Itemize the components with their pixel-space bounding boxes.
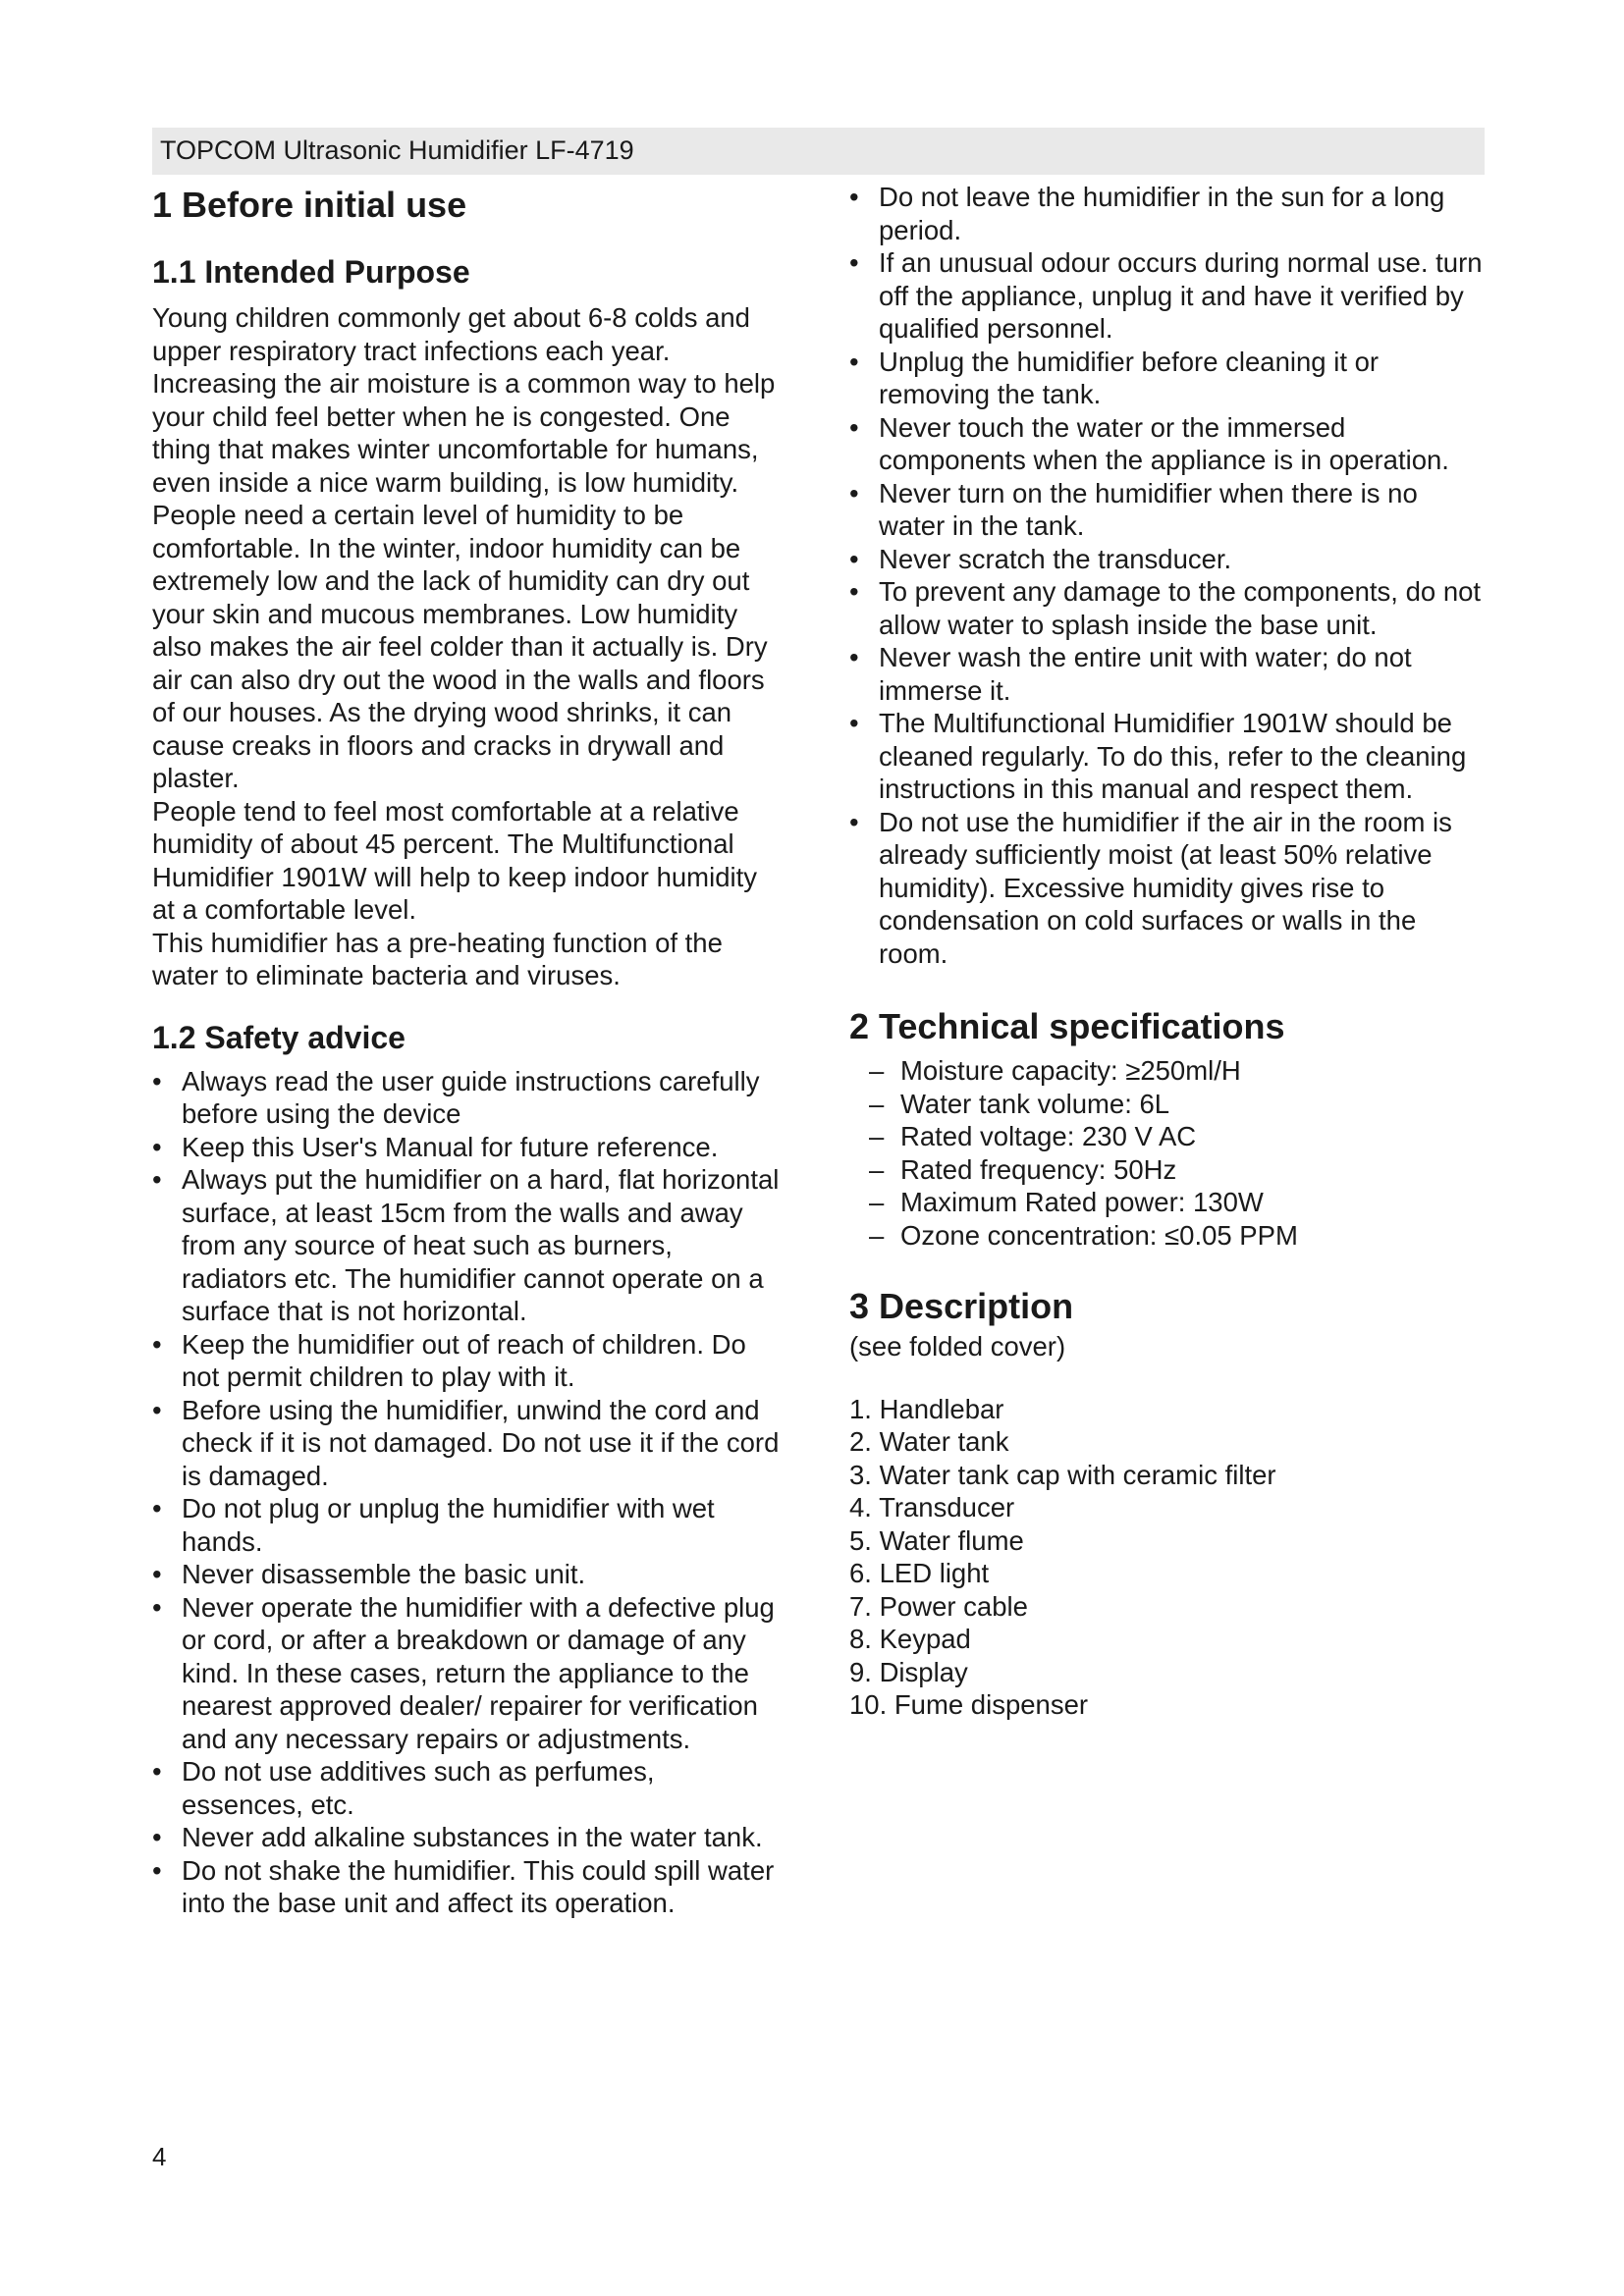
list-item: • Always read the user guide instructions carefully before using the device [152,1065,760,1129]
list-item: – Moisture capacity: ≥250ml/H [869,1055,1241,1086]
intended-purpose-paragraph: This humidifier has a pre-heating function of the water to eliminate bacteria and viruses. [152,927,723,990]
dash-icon: – [869,1121,885,1151]
list-item: 2. Water tank [849,1426,1009,1457]
list-item: • Never touch the water or the immersed components when the appliance is in operation. [849,411,1449,475]
dash-icon: – [869,1187,885,1217]
list-item: 7. Power cable [849,1590,1028,1622]
list-item: • Do not plug or unplug the humidifier with wet hands. [152,1493,715,1557]
list-item: • Keep the humidifier out of reach of children. Do not permit children to play with it. [152,1328,746,1392]
list-item: 6. LED light [849,1558,990,1588]
description-parts-list [849,1393,1488,1722]
technical-specifications-list [849,1054,1488,1252]
list-item: • Never scratch the transducer. [849,543,1232,574]
intended-purpose-paragraph: People tend to feel most comfortable at a relative humidity of about 45 percent. The Multifunctional Humidifier 1901W will help to keep indoor humidity at a comfortable level. [152,795,757,925]
list-item: • Never wash the entire unit with water; do not immerse it. [849,642,1412,706]
list-item: – Rated voltage: 230 V AC [869,1121,1197,1151]
list-item: • Always put the humidifier on a hard, flat horizontal surface, at least 15cm from the walls and away from any source of heat such as burners, radiators etc. The humidifier cannot operate on a surface that is not horizontal. [152,1164,780,1326]
bullet-icon: • [152,1394,162,1425]
bullet-icon: • [152,1756,162,1787]
section-3-heading: 3 Description [849,1286,1074,1326]
list-item: • Do not leave the humidifier in the sun for a long period. [849,182,1445,245]
bullet-icon: • [152,1328,162,1360]
bullet-icon: • [849,477,859,508]
bullet-icon: • [152,1591,162,1623]
section-2-heading: 2 Technical specifications [849,1006,1285,1046]
list-item: • Unplug the humidifier before cleaning it or removing the tank. [849,346,1380,409]
dash-icon: – [869,1055,885,1086]
right-column [849,175,1488,1722]
bullet-icon: • [849,182,859,212]
safety-advice-list-left [152,1065,781,1920]
document-header-title: TOPCOM Ultrasonic Humidifier LF-4719 [160,135,634,165]
bullet-icon: • [849,576,859,607]
section-1-heading: 1 Before initial use [152,185,467,225]
bullet-icon: • [849,346,859,377]
bullet-icon: • [152,1131,162,1162]
list-item: 1. Handlebar [849,1393,1004,1424]
bullet-icon: • [849,247,859,278]
list-item: – Water tank volume: 6L [869,1088,1170,1119]
list-item: 3. Water tank cap with ceramic filter [849,1459,1276,1490]
list-item: 9. Display [849,1656,968,1687]
list-item: • The Multifunctional Humidifier 1901W should be cleaned regularly. To do this, refer to the cleaning instructions in this manual and respect them. [849,708,1467,804]
dash-icon: – [869,1088,885,1119]
bullet-icon: • [849,543,859,574]
left-column [152,175,781,1920]
list-item: • Do not use the humidifier if the air in the room is already sufficiently moist (at least 50% relative humidity). Excessive humidity gives rise to condensation on cold surfaces or walls in the room. [849,806,1452,969]
bullet-icon: • [152,1559,162,1589]
list-item: – Maximum Rated power: 130W [869,1187,1264,1217]
bullet-icon: • [849,708,859,738]
list-item: • To prevent any damage to the components, do not allow water to splash inside the base unit. [849,576,1482,640]
dash-icon: – [869,1219,885,1251]
intended-purpose-paragraph: Young children commonly get about 6-8 colds and upper respiratory tract infections each year. Increasing the air moisture is a common way to help your child feel better when he is congested. One thing that makes winter uncomfortable for humans, even inside a nice warm building, is low humidity. People need a certain level of humidity to be comfortable. In the winter, indoor humidity can be extremely low and the lack of humidity can dry out your skin and mucous membranes. Low humidity also makes the air feel colder than it actually is. Dry air can also dry out the wood in the walls and floors of our houses. As the drying wood shrinks, it can cause creaks in floors and cracks in drywall and plaster. [152,302,776,793]
bullet-icon: • [152,1822,162,1852]
bullet-icon: • [849,411,859,443]
safety-advice-list-right [849,181,1488,970]
bullet-icon: • [849,642,859,672]
list-item: • Never add alkaline substances in the water tank. [152,1822,763,1852]
list-item: 8. Keypad [849,1624,971,1654]
description-note: (see folded cover) [849,1331,1066,1362]
bullet-icon: • [152,1493,162,1523]
list-item: • Do not shake the humidifier. This could spill water into the base unit and affect its operation. [152,1854,775,1918]
dash-icon: – [869,1153,885,1185]
list-item: 5. Water flume [849,1524,1024,1556]
page-number: 4 [152,2142,167,2171]
list-item: 10. Fume dispenser [849,1689,1089,1720]
list-item: – Rated frequency: 50Hz [869,1153,1177,1185]
list-item: • Never operate the humidifier with a defective plug or cord, or after a breakdown or damage of any kind. In these cases, return the appliance to the nearest approved dealer/ repairer for verification and any necessary repairs or adjustments. [152,1591,775,1754]
list-item: 4. Transducer [849,1492,1015,1522]
section-1-2-heading: 1.2 Safety advice [152,1019,406,1055]
bullet-icon: • [849,806,859,837]
list-item: • Never disassemble the basic unit. [152,1559,586,1589]
section-1-1-heading: 1.1 Intended Purpose [152,254,470,290]
list-item: – Ozone concentration: ≤0.05 PPM [869,1219,1298,1251]
list-item: • If an unusual odour occurs during normal use. turn off the appliance, unplug it and have it verified by qualified personnel. [849,247,1483,344]
list-item: • Before using the humidifier, unwind the cord and check if it is not damaged. Do not use it if the cord is damaged. [152,1394,780,1491]
list-item: • Do not use additives such as perfumes, essences, etc. [152,1756,655,1820]
list-item: • Keep this User's Manual for future reference. [152,1131,719,1162]
bullet-icon: • [152,1065,162,1096]
list-item: • Never turn on the humidifier when there is no water in the tank. [849,477,1418,541]
bullet-icon: • [152,1164,162,1195]
bullet-icon: • [152,1854,162,1886]
